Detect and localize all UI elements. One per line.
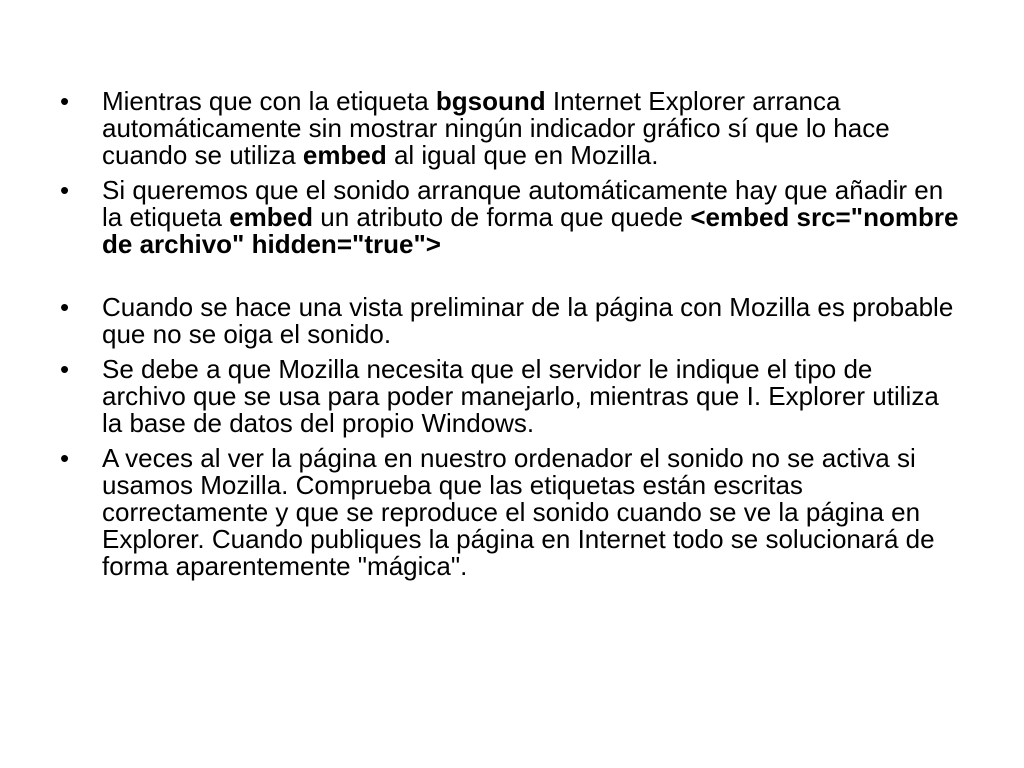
bullet-list xyxy=(60,88,960,588)
bullet-text: Se debe a que Mozilla necesita que el servidor le indique el tipo de archivo que se usa para poder manejarlo, mientras que I. Explorer utiliza la base de datos del propio Windows. xyxy=(102,354,939,438)
bullet-item-autoplay xyxy=(60,177,960,258)
bullet-icon: • xyxy=(60,292,70,322)
keyword-embed: embed xyxy=(302,140,387,170)
bullet-item-local-test xyxy=(60,445,960,580)
embed-code-example: <embed src="nombre de archivo" hidden="true"> xyxy=(102,202,959,259)
bullet-text: al igual que en Mozilla. xyxy=(386,140,659,170)
bullet-text: Mientras que con la etiqueta xyxy=(102,86,436,116)
bullet-item-preview xyxy=(60,294,960,348)
bullet-icon: • xyxy=(60,354,70,384)
bullet-icon: • xyxy=(60,443,70,473)
bullet-item-bgsound xyxy=(60,88,960,169)
bullet-text: Si queremos que el sonido arranque automáticamente hay que añadir en la etiqueta xyxy=(102,175,944,232)
keyword-embed: embed xyxy=(229,202,314,232)
bullet-icon: • xyxy=(60,86,70,116)
bullet-text: A veces al ver la página en nuestro ordenador el sonido no se activa si usamos Mozilla. Comprueba que las etiquetas están escritas correctamente y que se reproduce el sonido cuando se ve la página en Explorer. Cuando publiques la página en Internet todo se solucionará de forma aparentemente "mágica". xyxy=(102,443,935,581)
keyword-bgsound: bgsound xyxy=(435,86,546,116)
bullet-text: un atributo de forma que quede xyxy=(313,202,691,232)
bullet-text: Internet Explorer arranca automáticamente sin mostrar ningún indicador gráfico sí que lo hace cuando se utiliza xyxy=(102,86,890,170)
bullet-text: Cuando se hace una vista preliminar de la página con Mozilla es probable que no se oiga el sonido. xyxy=(102,292,954,349)
bullet-icon: • xyxy=(60,175,70,205)
bullet-item-server-type xyxy=(60,356,960,437)
